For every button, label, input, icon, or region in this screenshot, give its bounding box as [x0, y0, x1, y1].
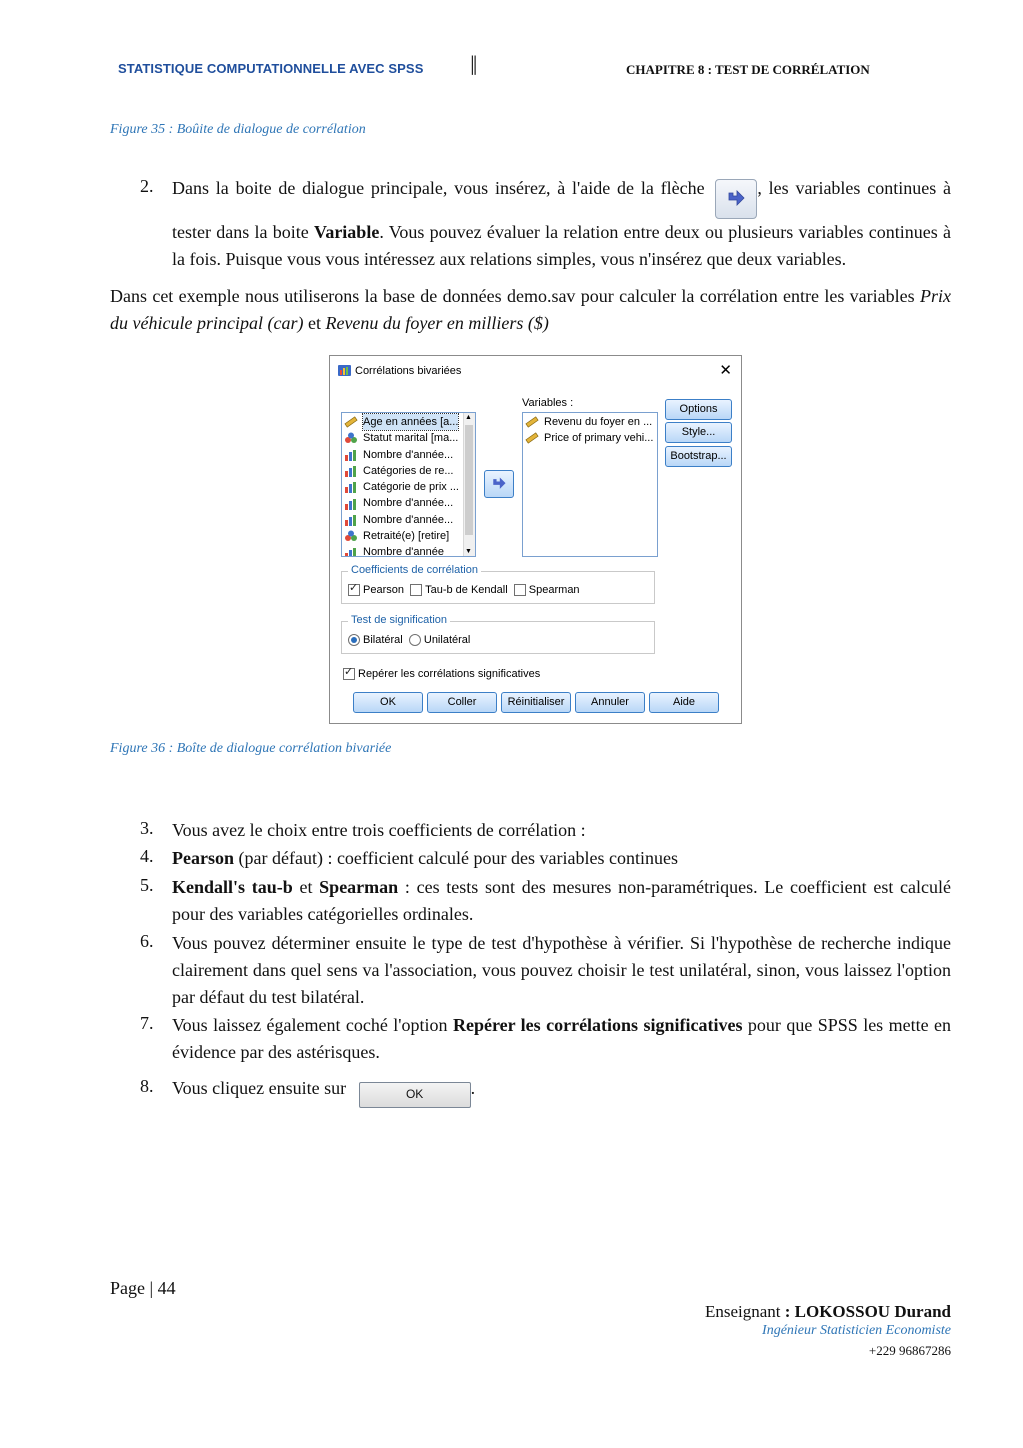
intro-paragraph: [110, 283, 951, 337]
spearman-checkbox[interactable]: [514, 584, 526, 596]
intro-italic-2: Revenu du foyer en milliers ($): [325, 313, 549, 333]
list-item[interactable]: [342, 430, 475, 446]
list-item-label: Price of primary vehi...: [544, 432, 654, 445]
teacher-role: Ingénieur Statisticien Economiste: [762, 1323, 951, 1338]
step-7-number: 7.: [140, 1013, 154, 1033]
list-item[interactable]: [523, 414, 657, 430]
step-7-text: [172, 1012, 951, 1066]
list-item[interactable]: [342, 512, 475, 528]
kendall-checkbox[interactable]: [410, 584, 422, 596]
kendall-label: Tau-b de Kendall: [425, 584, 508, 596]
step-7-bold: Repérer les corrélations significatives: [452, 1015, 743, 1035]
cancel-button[interactable]: Annuler: [575, 692, 645, 713]
page-separator: |: [149, 1278, 154, 1298]
step-4-number: 4.: [140, 846, 154, 866]
bilateral-label: Bilatéral: [363, 634, 403, 646]
spearman-label: Spearman: [528, 584, 580, 596]
list-item-label: Catégorie de prix ...: [363, 481, 459, 494]
flag-significant-label: Repérer les corrélations significatives: [358, 668, 541, 680]
page-footer: [110, 1278, 176, 1299]
step-5-bold-1: Kendall's tau-b: [172, 877, 293, 897]
step-7-before: Vous laissez également coché l'option: [172, 1015, 453, 1035]
significance-group-title: Test de signification: [348, 614, 450, 626]
ruler-icon: [525, 432, 539, 444]
ok-button[interactable]: OK: [353, 692, 423, 713]
bar-icon: [344, 498, 358, 510]
step-2-number: 2.: [140, 176, 154, 196]
target-variable-list[interactable]: [522, 412, 658, 557]
intro-italic-1: Prix du véhicule principal (car): [110, 286, 951, 333]
list-item[interactable]: [523, 430, 657, 446]
arrow-right-icon: [490, 476, 508, 492]
step-2-text-a: Dans la boite de dialogue principale, vous insérez, à l'aide de la flèche: [172, 178, 705, 198]
figure-35-caption: Figure 35 : Boûite de dialogue de corrélation: [110, 122, 366, 137]
list-item-label: Revenu du foyer en ...: [544, 416, 653, 428]
list-item[interactable]: [342, 544, 475, 557]
list-item-label: Nombre d'année...: [363, 497, 454, 510]
list-item[interactable]: [342, 528, 475, 544]
bilateral-radio[interactable]: [348, 634, 360, 646]
bootstrap-button[interactable]: Bootstrap...: [665, 446, 732, 467]
coefficients-group-title: Coefficients de corrélation: [348, 564, 481, 576]
step-8-period: .: [470, 1078, 476, 1098]
step-3-text: Vous avez le choix entre trois coefficients de corrélation :: [172, 820, 586, 840]
step-6-text: Vous pouvez déterminer ensuite le type de test d'hypothèse à vérifier. Si l'hypothèse de recherche indique clairement dans quel sens va l'association, vous pouvez choisir le test unilatéral, sinon, vous laissez l'option par défaut du test bilatéral.: [172, 933, 951, 1007]
bar-icon: [344, 514, 358, 526]
variables-label: Variables :: [522, 397, 574, 409]
step-5-rest: : ces tests sont des mesures non-paramétriques. Le coefficient est calculé pour des variables catégorielles ordinales.: [172, 877, 951, 924]
help-button[interactable]: Aide: [649, 692, 719, 713]
scroll-up-icon[interactable]: ▲: [465, 414, 472, 421]
step-6-number: 6.: [140, 931, 154, 951]
significance-group: [341, 614, 655, 654]
header-left-title: STATISTIQUE COMPUTATIONNELLE AVEC SPSS: [118, 61, 424, 76]
teacher-label: Enseignant: [704, 1302, 781, 1321]
ok-button-image: OK: [359, 1082, 471, 1108]
header-separator: ║: [468, 57, 480, 74]
step-5-text: [172, 874, 951, 928]
list-item[interactable]: [342, 479, 475, 495]
header-right-title: CHAPITRE 8 : TEST DE CORRÉLATION: [626, 62, 870, 77]
move-arrow-icon: [715, 179, 757, 219]
step-4-text: [172, 845, 951, 872]
step-2-text-b: , les variables continues à tester dans la boite: [172, 178, 951, 242]
move-to-variables-button[interactable]: [484, 470, 514, 498]
list-item-label: Catégories de re...: [363, 464, 454, 477]
reset-button[interactable]: Réinitialiser: [501, 692, 571, 713]
step-2-text: [172, 175, 951, 273]
intro-text-2: et: [303, 313, 326, 333]
bar-icon: [344, 449, 358, 461]
intro-text-1: Dans cet exemple nous utiliserons la base de données demo.sav pour calculer la corrélation entre les variables: [110, 286, 920, 306]
list-scrollbar[interactable]: [463, 413, 475, 556]
list-item[interactable]: [342, 495, 475, 511]
style-button[interactable]: Style...: [665, 422, 732, 443]
step-4-rest: (par défaut) : coefficient calculé pour des variables continues: [234, 848, 678, 868]
flag-significant-checkbox[interactable]: [343, 668, 355, 680]
step-2-bold: Variable: [313, 222, 380, 242]
step-8-number: 8.: [140, 1076, 154, 1096]
step-5-number: 5.: [140, 875, 154, 895]
spss-app-icon: [338, 364, 352, 377]
list-item-label: Nombre d'année...: [363, 448, 454, 461]
teacher-line: [705, 1302, 951, 1322]
dialog-title: Corrélations bivariées: [355, 365, 462, 377]
close-icon[interactable]: ✕: [719, 362, 732, 379]
scrollbar-thumb[interactable]: [465, 425, 473, 535]
list-item-label: Statut marital [ma...: [363, 432, 459, 445]
step-8-label: Vous cliquez ensuite sur: [172, 1078, 347, 1098]
step-4-bold: Pearson: [172, 848, 234, 868]
step-5-mid: et: [292, 877, 320, 897]
nominal-icon: [344, 432, 358, 444]
list-item-label: Retraité(e) [retire]: [363, 530, 450, 543]
step-5-bold-2: Spearman: [319, 877, 399, 897]
list-item-label: Nombre d'année: [363, 546, 444, 557]
list-item[interactable]: [342, 463, 475, 479]
ruler-icon: [525, 416, 539, 428]
list-item-label: Nombre d'année...: [363, 513, 454, 526]
flag-significant-option: [343, 668, 540, 680]
nominal-icon: [344, 530, 358, 542]
list-item[interactable]: [342, 414, 475, 430]
source-variable-list[interactable]: [341, 412, 476, 557]
ruler-icon: [344, 416, 358, 428]
teacher-name: : LOKOSSOU Durand: [784, 1302, 951, 1321]
coefficient-options: [348, 584, 580, 596]
bar-icon: [344, 465, 358, 477]
paste-button[interactable]: Coller: [427, 692, 497, 713]
teacher-phone: +229 96867286: [868, 1343, 951, 1358]
pearson-checkbox[interactable]: [348, 584, 360, 596]
options-button[interactable]: Options: [665, 399, 732, 420]
bar-icon: [344, 481, 358, 493]
step-8-text: [172, 1075, 951, 1108]
list-item[interactable]: [342, 447, 475, 463]
coefficients-group: [341, 564, 655, 604]
step-3-number: 3.: [140, 818, 154, 838]
page-number: 44: [157, 1278, 176, 1298]
step-2-text-c: . Vous pouvez évaluer la relation entre deux ou plusieurs variables continues à la fois. Puisque vous vous intéressez aux relations simples, vous n'insérez que deux variables.: [172, 222, 951, 269]
significance-options: [348, 634, 470, 646]
unilateral-radio[interactable]: [409, 634, 421, 646]
bar-icon: [344, 547, 358, 557]
figure-36-caption: Figure 36 : Boîte de dialogue corrélation bivariée: [110, 741, 392, 756]
list-item-label: Age en années [a...: [363, 414, 458, 430]
unilateral-label: Unilatéral: [423, 634, 471, 646]
step-7-rest: pour que SPSS les mette en évidence par des astérisques.: [172, 1015, 952, 1062]
page-label: Page: [110, 1278, 145, 1298]
correlation-dialog: [329, 355, 742, 724]
scroll-down-icon[interactable]: ▼: [465, 548, 472, 555]
pearson-label: Pearson: [363, 584, 404, 596]
